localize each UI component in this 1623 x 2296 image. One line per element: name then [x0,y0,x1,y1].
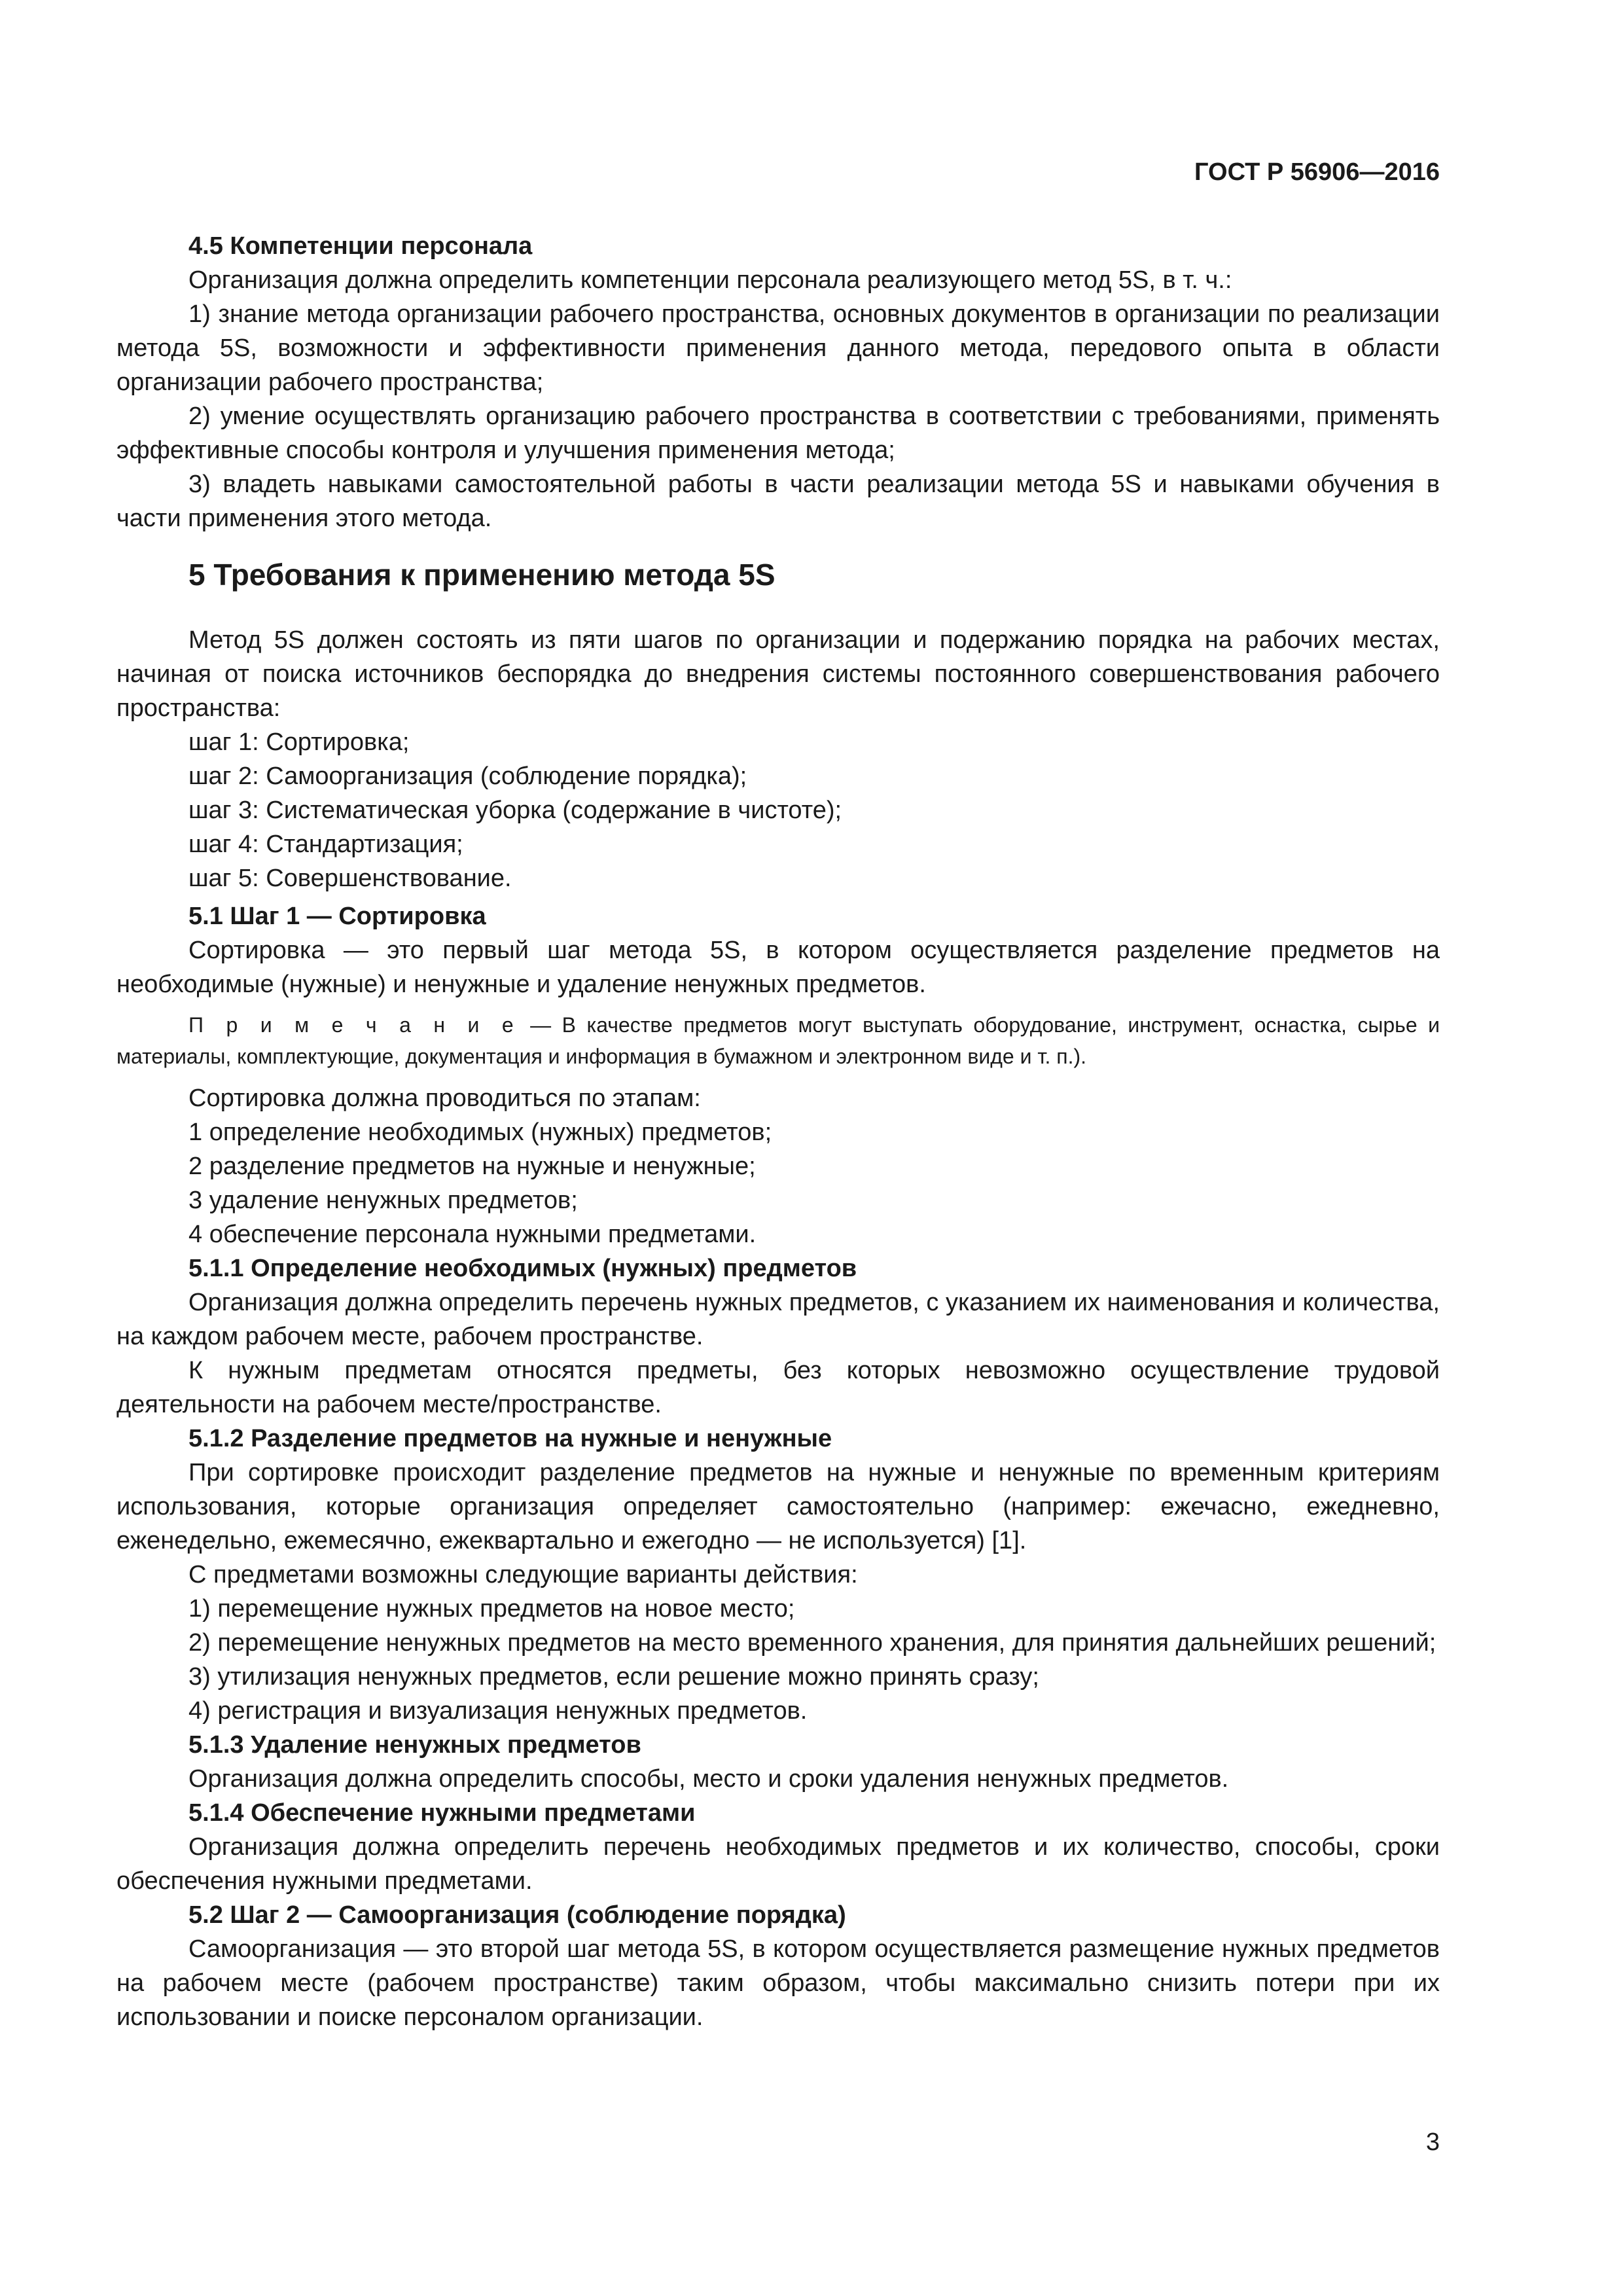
list-item: 4 обеспечение персонала нужными предметами. [188,1221,757,1248]
section-5-1-4-title: 5.1.4 Обеспечение нужными предметами [188,1799,696,1827]
list-item: 1 определение необходимых (нужных) предметов; [188,1119,772,1146]
list-item: 4) регистрация и визуализация ненужных предметов. [188,1697,808,1725]
paragraph: При сортировке происходит разделение предметов на нужные и ненужные по временным критериям использования, которые организация определяет самостоятельно (например: ежечасно, ежедневно, еженедельно, ежемесячно, ежеквартально и ежегодно — не используется) [1]. [116,1459,1440,1554]
paragraph: Организация должна определить перечень необходимых предметов и их количество, способы, сроки обеспечения нужными предметами. [116,1833,1440,1895]
list-item: 2) перемещение ненужных предметов на место временного хранения, для принятия дальнейших решений; [188,1629,1436,1657]
section-5-1-1-title: 5.1.1 Определение необходимых (нужных) предметов [188,1255,857,1282]
list-item: шаг 5: Совершенствование. [188,865,512,892]
section-5-title: 5 Требования к применению метода 5S [188,558,776,592]
list-item: шаг 1: Сортировка; [188,728,410,756]
section-4-5-title: 4.5 Компетенции персонала [188,232,533,260]
paragraph: С предметами возможны следующие варианты действия: [188,1561,858,1588]
list-item: 1) знание метода организации рабочего пространства, основных документов в организации по реализации метода 5S, возможности и эффективности применения данного метода, передового опыта в области организации рабочего пространства; [116,300,1440,396]
paragraph: Организация должна определить перечень нужных предметов, с указанием их наименования и количества, на каждом рабочем месте, рабочем пространстве. [116,1289,1440,1350]
list-item: 1) перемещение нужных предметов на новое место; [188,1595,795,1623]
list-item: 3) утилизация ненужных предметов, если решение можно принять сразу; [188,1663,1039,1691]
list-item: 3 удаление ненужных предметов; [188,1187,578,1214]
section-5-1-2-title: 5.1.2 Разделение предметов на нужные и ненужные [188,1425,832,1452]
note-label: П р и м е ч а н и е [188,1013,520,1037]
list-item: 2 разделение предметов на нужные и ненужные; [188,1153,756,1180]
page-number: 3 [1425,2128,1440,2156]
note-text: — В качестве предметов могут выступать оборудование, инструмент, оснастка, сырье и материалы, комплектующие, документация и информация в бумажном и электронном виде и т. п.). [116,1013,1440,1068]
section-5-1-3-title: 5.1.3 Удаление ненужных предметов [188,1731,641,1759]
document-id: ГОСТ Р 56906—2016 [1194,158,1440,186]
section-5-2-title: 5.2 Шаг 2 — Самоорганизация (соблюдение порядка) [188,1901,846,1929]
list-item: шаг 3: Систематическая уборка (содержание в чистоте); [188,797,842,824]
paragraph: Самоорганизация — это второй шаг метода 5S, в котором осуществляется размещение нужных предметов на рабочем месте (рабочем пространстве) таким образом, чтобы максимально снизить потери при их использовании и поиске персоналом организации. [116,1935,1440,2031]
list-item: 2) умение осуществлять организацию рабочего пространства в соответствии с требованиями, применять эффективные способы контроля и улучшения применения метода; [116,403,1440,464]
note [116,1009,1440,1072]
list-item: шаг 2: Самоорганизация (соблюдение порядка); [188,762,747,790]
list-item: шаг 4: Стандартизация; [188,831,463,858]
paragraph: Организация должна определить компетенции персонала реализующего метод 5S, в т. ч.: [188,266,1232,294]
paragraph: Сортировка — это первый шаг метода 5S, в котором осуществляется разделение предметов на необходимые (нужные) и ненужные и удаление ненужных предметов. [116,937,1440,998]
document-body [116,229,1440,2034]
paragraph: Метод 5S должен состоять из пяти шагов по организации и подержанию порядка на рабочих местах, начиная от поиска источников беспорядка до внедрения системы постоянного совершенствования рабочего пространства: [116,626,1440,722]
paragraph: Организация должна определить способы, место и сроки удаления ненужных предметов. [188,1765,1229,1793]
paragraph: Сортировка должна проводиться по этапам: [188,1085,701,1112]
section-5-1-title: 5.1 Шаг 1 — Сортировка [188,903,486,930]
paragraph: К нужным предметам относятся предметы, без которых невозможно осуществление трудовой деятельности на рабочем месте/пространстве. [116,1357,1440,1418]
list-item: 3) владеть навыками самостоятельной работы в части реализации метода 5S и навыками обучения в части применения этого метода. [116,471,1440,532]
